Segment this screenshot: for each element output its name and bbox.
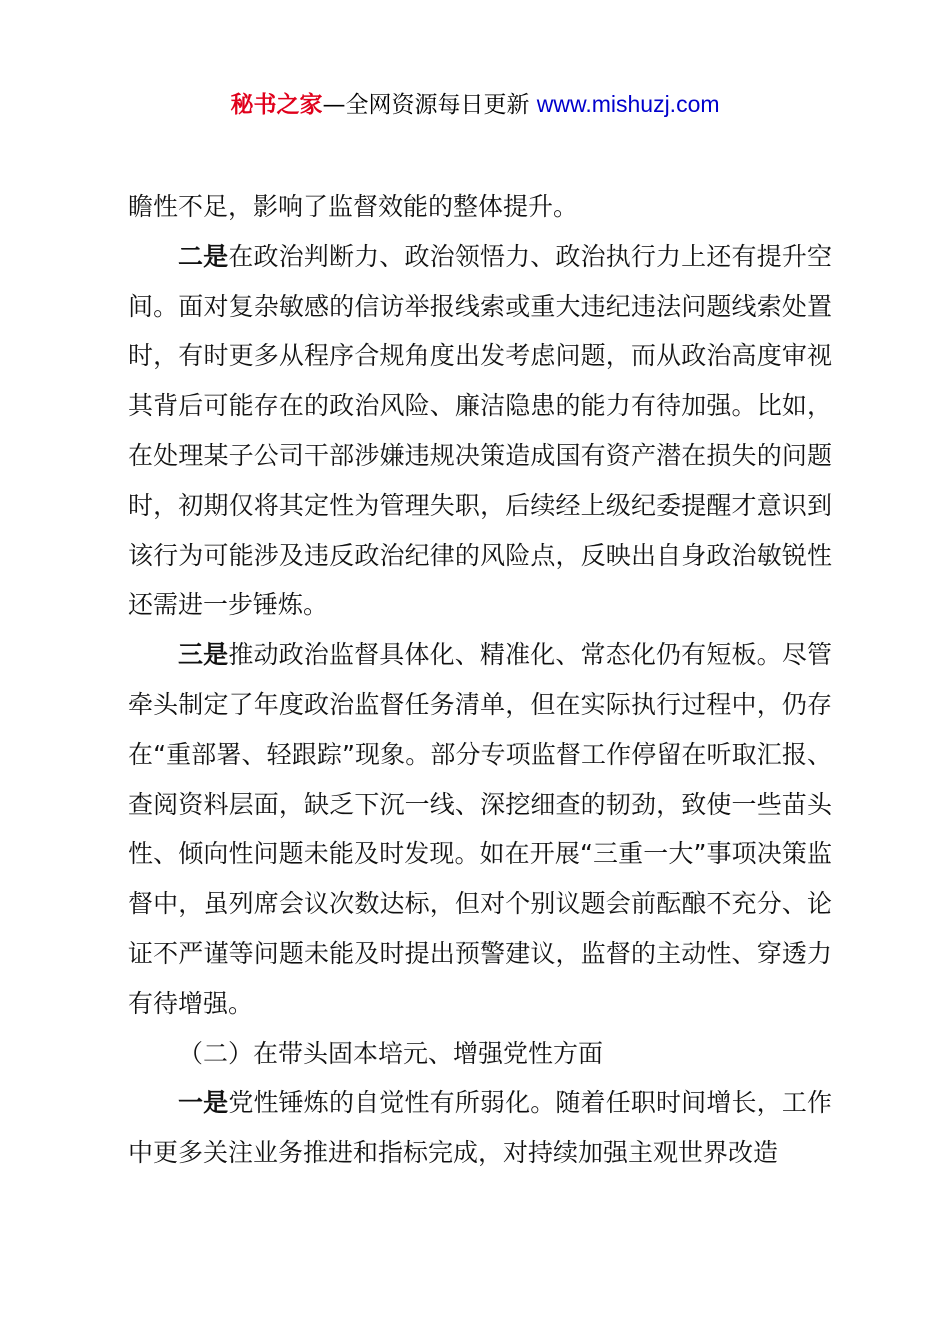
paragraph-continuation [128, 182, 832, 232]
paragraph-point-three [128, 630, 832, 1028]
section-heading [128, 1029, 832, 1079]
paragraph-text: 瞻性不足，影响了监督效能的整体提升。 [128, 192, 579, 221]
paragraph-point-two [128, 232, 832, 630]
paragraph-lead: 一是 [178, 1088, 229, 1118]
paragraph-lead: 三是 [178, 640, 229, 670]
paragraph-text: 推动政治监督具体化、精准化、常态化仍有短板。尽管牵头制定了年度政治监督任务清单，但在实际执行过程中，仍存在“重部署、轻跟踪”现象。部分专项监督工作停留在听取汇报、查阅资料层面，缺乏下沉一线、深挖细查的韧劲，致使一些苗头性、倾向性问题未能及时发现。如在开展“三重一大”事项决策监督中，虽列席会议次数达标，但对个别议题会前酝酿不充分、论证不严谨等问题未能及时提出预警建议，监督的主动性、穿透力有待增强。 [128, 640, 832, 1018]
paragraph-text: 党性锤炼的自觉性有所弱化。随着任职时间增长，工作中更多关注业务推进和指标完成，对持续加强主观世界改造 [128, 1088, 832, 1168]
section-heading-text: （二）在带头固本培元、增强党性方面 [178, 1038, 604, 1068]
page-header [0, 86, 950, 123]
header-tagline: —全网资源每日更新 [322, 92, 537, 118]
header-url-link[interactable]: www.mishuzj.com [536, 91, 720, 117]
paragraph-lead: 二是 [178, 241, 229, 271]
paragraph-point-one [128, 1078, 832, 1178]
paragraph-text: 在政治判断力、政治领悟力、政治执行力上还有提升空间。面对复杂敏感的信访举报线索或重大违纪违法问题线索处置时，有时更多从程序合规角度出发考虑问题，而从政治高度审视其背后可能存在的政治风险、廉洁隐患的能力有待加强。比如，在处理某子公司干部涉嫌违规决策造成国有资产潜在损失的问题时，初期仅将其定性为管理失职，后续经上级纪委提醒才意识到该行为可能涉及违反政治纪律的风险点，反映出自身政治敏锐性还需进一步锤炼。 [128, 241, 832, 620]
document-body [128, 182, 832, 1178]
header-brand: 秘书之家 [230, 92, 323, 118]
